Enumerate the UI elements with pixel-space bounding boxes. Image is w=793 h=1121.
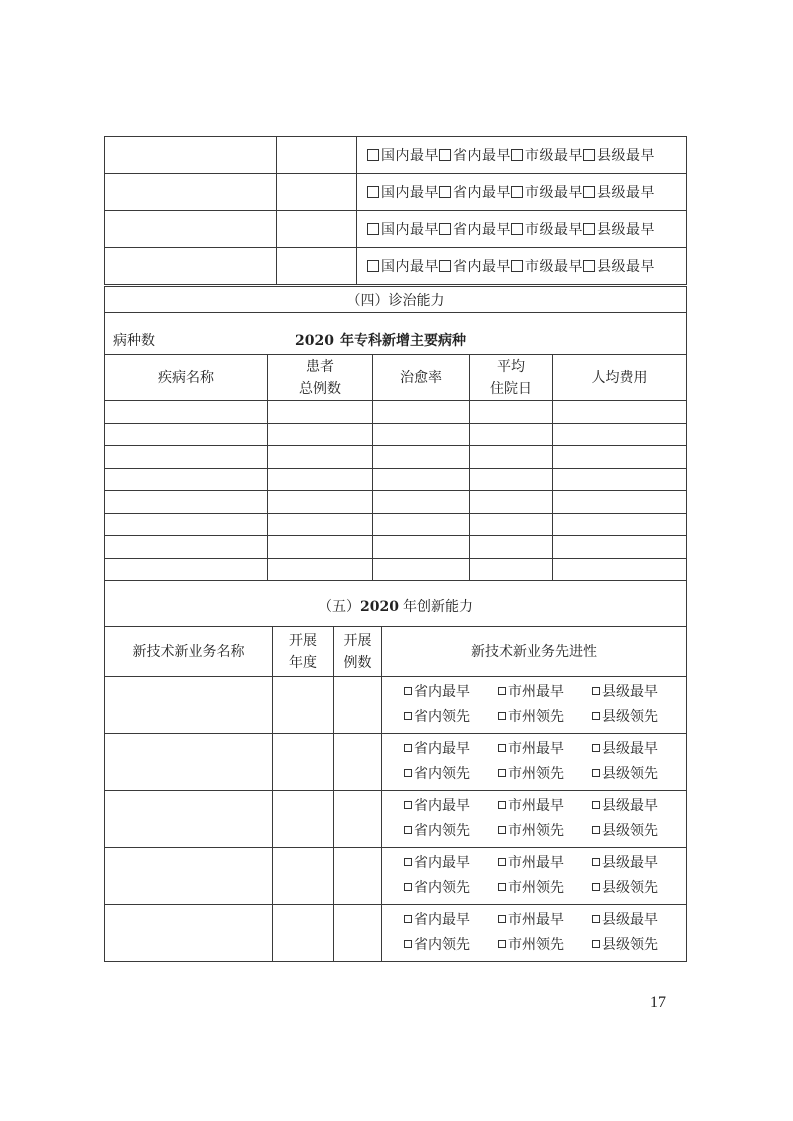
disease-cell[interactable] [105,423,268,446]
disease-row [105,513,687,536]
advancement-option-label: 县级最早 [602,684,658,700]
ranking-option-label: 市级最早 [525,185,583,201]
innovation-cell[interactable] [334,791,382,848]
advancement-line [404,762,686,787]
disease-cell[interactable] [553,513,687,536]
advancement-option [498,908,592,933]
checkbox-icon[interactable] [498,940,506,948]
new-disease-year: 2020 [295,333,334,349]
ranking-option-label: 县级最早 [597,148,655,164]
section4-title: （四）诊治能力 [105,287,687,313]
disease-cell[interactable] [105,446,268,469]
advancement-option-label: 省内最早 [414,684,470,700]
section5-title-suffix: 年创新能力 [403,599,473,615]
checkbox-icon[interactable] [592,712,600,720]
checkbox-icon[interactable] [404,826,412,834]
checkbox-icon[interactable] [592,744,600,752]
col-year-l1: 开展 [289,632,317,649]
ranking-option-label: 省内最早 [453,222,511,238]
checkbox-icon[interactable] [583,186,595,198]
disease-cell[interactable] [470,401,553,424]
disease-cell[interactable] [553,491,687,514]
innovation-cell[interactable] [334,848,382,905]
checkbox-icon[interactable] [511,186,523,198]
advancement-option-label: 市州最早 [508,684,564,700]
disease-cell[interactable] [105,536,268,559]
checkbox-icon[interactable] [404,769,412,777]
disease-row [105,536,687,559]
checkbox-icon[interactable] [367,149,379,161]
checkbox-icon[interactable] [498,883,506,891]
advancement-option-label: 市州最早 [508,855,564,871]
col-year-l2: 年度 [289,654,317,671]
innovation-cell[interactable] [273,734,334,791]
checkbox-icon[interactable] [498,712,506,720]
advancement-option [592,794,658,819]
checkbox-icon[interactable] [404,858,412,866]
advancement-option [592,933,658,958]
advancement-options [382,848,687,905]
advancement-option [404,933,498,958]
checkbox-icon[interactable] [592,858,600,866]
checkbox-icon[interactable] [404,915,412,923]
checkbox-icon[interactable] [498,826,506,834]
disease-cell[interactable] [553,401,687,424]
advancement-option [592,876,658,901]
checkbox-icon[interactable] [511,223,523,235]
col-avg-stay [470,355,553,401]
checkbox-icon[interactable] [592,940,600,948]
advancement-line [404,680,686,705]
advancement-option-label: 县级最早 [602,855,658,871]
advancement-option [498,794,592,819]
advancement-option-label: 县级领先 [602,880,658,896]
col-patients-l2: 总例数 [299,380,341,397]
disease-count-row [105,313,687,355]
advancement-option [498,819,592,844]
checkbox-icon[interactable] [367,260,379,272]
advancement-option [404,908,498,933]
innovation-cell[interactable] [105,677,273,734]
checkbox-icon[interactable] [498,915,506,923]
advancement-option [592,680,658,705]
ranking-option-label: 市级最早 [525,222,583,238]
disease-cell[interactable] [268,468,373,491]
ranking-row [105,137,687,174]
advancement-option-label: 市州领先 [508,823,564,839]
disease-cell[interactable] [470,536,553,559]
innovation-table [104,580,687,962]
ranking-name-cell[interactable] [105,248,277,285]
checkbox-icon[interactable] [498,744,506,752]
ranking-row [105,248,687,285]
innovation-row [105,734,687,791]
ranking-option-label: 县级最早 [597,185,655,201]
innovation-cell[interactable] [105,734,273,791]
col-stay-l1: 平均 [497,358,525,375]
checkbox-icon[interactable] [592,915,600,923]
checkbox-icon[interactable] [583,223,595,235]
disease-cell[interactable] [268,446,373,469]
advancement-option [404,705,498,730]
advancement-line [404,851,686,876]
ranking-row [105,174,687,211]
checkbox-icon[interactable] [498,687,506,695]
ranking-option-label: 国内最早 [381,185,439,201]
advancement-option [498,851,592,876]
disease-count-label: 病种数 [113,333,155,349]
col-case-count [334,627,382,677]
disease-cell[interactable] [373,491,470,514]
disease-cell[interactable] [268,558,373,581]
advancement-option [404,819,498,844]
disease-cell[interactable] [470,468,553,491]
advancement-line [404,933,686,958]
checkbox-icon[interactable] [583,149,595,161]
page-number: 17 [650,994,666,1011]
innovation-cell[interactable] [334,734,382,791]
advancement-option [592,737,658,762]
advancement-line [404,705,686,730]
disease-cell[interactable] [470,423,553,446]
ranking-option-label: 省内最早 [453,148,511,164]
col-tech-name: 新技术新业务名称 [105,627,273,677]
advancement-option-label: 市州领先 [508,709,564,725]
advancement-options [382,791,687,848]
checkbox-icon[interactable] [592,883,600,891]
ranking-option-label: 市级最早 [525,259,583,275]
disease-cell[interactable] [470,446,553,469]
disease-cell[interactable] [268,401,373,424]
disease-cell[interactable] [105,401,268,424]
checkbox-icon[interactable] [404,712,412,720]
innovation-cell[interactable] [273,848,334,905]
diagnosis-table [104,286,687,581]
innovation-cell[interactable] [273,677,334,734]
col-disease-name: 疾病名称 [105,355,268,401]
checkbox-icon[interactable] [498,801,506,809]
advancement-option [404,737,498,762]
innovation-cell[interactable] [105,848,273,905]
innovation-cell[interactable] [273,905,334,962]
advancement-options [382,677,687,734]
disease-cell[interactable] [373,446,470,469]
advancement-option [404,680,498,705]
disease-cell[interactable] [373,468,470,491]
advancement-option-label: 县级领先 [602,709,658,725]
checkbox-icon[interactable] [404,940,412,948]
disease-cell[interactable] [268,536,373,559]
ranking-name-cell[interactable] [105,137,277,174]
disease-cell[interactable] [553,536,687,559]
ranking-options [357,174,687,211]
advancement-option-label: 市州领先 [508,937,564,953]
col-cure-rate: 治愈率 [373,355,470,401]
advancement-option [592,851,658,876]
advancement-option-label: 市州最早 [508,912,564,928]
ranking-row [105,211,687,248]
disease-cell[interactable] [105,558,268,581]
checkbox-icon[interactable] [592,801,600,809]
advancement-option [592,908,658,933]
advancement-option-label: 省内领先 [414,937,470,953]
advancement-option-label: 县级最早 [602,912,658,928]
ranking-option-label: 省内最早 [453,259,511,275]
innovation-cell[interactable] [105,905,273,962]
checkbox-icon[interactable] [583,260,595,272]
checkbox-icon[interactable] [592,769,600,777]
ranking-table [104,136,687,285]
advancement-option-label: 省内最早 [414,855,470,871]
advancement-option [404,794,498,819]
disease-row [105,491,687,514]
ranking-option-label: 省内最早 [453,185,511,201]
ranking-option-label: 县级最早 [597,222,655,238]
section5-title [105,581,687,627]
advancement-option [498,876,592,901]
advancement-line [404,908,686,933]
advancement-option [592,705,658,730]
advancement-line [404,737,686,762]
ranking-value-cell[interactable] [277,248,357,285]
advancement-options [382,905,687,962]
ranking-option-label: 国内最早 [381,222,439,238]
disease-cell[interactable] [470,558,553,581]
section5-title-year: 2020 [360,599,399,615]
advancement-option [404,876,498,901]
ranking-value-cell[interactable] [277,174,357,211]
disease-cell[interactable] [268,491,373,514]
advancement-line [404,819,686,844]
disease-cell[interactable] [105,491,268,514]
advancement-option-label: 省内领先 [414,709,470,725]
advancement-option [592,819,658,844]
col-start-year [273,627,334,677]
disease-cell[interactable] [268,513,373,536]
col-patients-l1: 患者 [306,358,334,375]
disease-cell[interactable] [553,558,687,581]
disease-cell[interactable] [470,513,553,536]
disease-row [105,423,687,446]
advancement-option-label: 市州领先 [508,766,564,782]
col-cases-l1: 开展 [343,632,372,649]
disease-cell[interactable] [268,423,373,446]
ranking-option-label: 县级最早 [597,259,655,275]
checkbox-icon[interactable] [404,883,412,891]
advancement-option [498,680,592,705]
disease-cell[interactable] [553,423,687,446]
innovation-row [105,848,687,905]
ranking-option-label: 国内最早 [381,148,439,164]
checkbox-icon[interactable] [439,223,451,235]
disease-cell[interactable] [470,491,553,514]
checkbox-icon[interactable] [592,687,600,695]
advancement-option-label: 省内领先 [414,880,470,896]
advancement-option-label: 县级领先 [602,937,658,953]
advancement-option [498,705,592,730]
advancement-line [404,876,686,901]
advancement-option [498,762,592,787]
innovation-row [105,677,687,734]
disease-cell[interactable] [373,401,470,424]
advancement-option-label: 市州最早 [508,741,564,757]
advancement-option [404,762,498,787]
ranking-options [357,248,687,285]
disease-cell[interactable] [373,558,470,581]
checkbox-icon[interactable] [439,260,451,272]
advancement-option-label: 省内最早 [414,912,470,928]
innovation-cell[interactable] [273,791,334,848]
col-patients [268,355,373,401]
checkbox-icon[interactable] [511,149,523,161]
innovation-cell[interactable] [334,677,382,734]
ranking-name-cell[interactable] [105,211,277,248]
disease-cell[interactable] [105,468,268,491]
advancement-option-label: 省内最早 [414,798,470,814]
disease-cell[interactable] [373,423,470,446]
ranking-option-label: 市级最早 [525,148,583,164]
advancement-option-label: 市州最早 [508,798,564,814]
checkbox-icon[interactable] [498,769,506,777]
checkbox-icon[interactable] [511,260,523,272]
advancement-option-label: 省内最早 [414,741,470,757]
checkbox-icon[interactable] [439,186,451,198]
ranking-value-cell[interactable] [277,211,357,248]
disease-row [105,468,687,491]
advancement-line [404,794,686,819]
col-cost: 人均费用 [553,355,687,401]
disease-cell[interactable] [105,513,268,536]
innovation-cell[interactable] [105,791,273,848]
disease-row [105,401,687,424]
advancement-option-label: 县级最早 [602,741,658,757]
disease-cell[interactable] [373,513,470,536]
advancement-option [498,737,592,762]
disease-row [105,558,687,581]
checkbox-icon[interactable] [367,223,379,235]
checkbox-icon[interactable] [404,744,412,752]
advancement-option-label: 县级最早 [602,798,658,814]
disease-row [105,446,687,469]
disease-cell[interactable] [553,446,687,469]
checkbox-icon[interactable] [592,826,600,834]
advancement-option-label: 县级领先 [602,823,658,839]
disease-cell[interactable] [373,536,470,559]
ranking-value-cell[interactable] [277,137,357,174]
advancement-option [498,933,592,958]
innovation-cell[interactable] [334,905,382,962]
checkbox-icon[interactable] [367,186,379,198]
advancement-option-label: 省内领先 [414,823,470,839]
innovation-row [105,791,687,848]
checkbox-icon[interactable] [498,858,506,866]
checkbox-icon[interactable] [404,801,412,809]
advancement-option-label: 县级领先 [602,766,658,782]
col-advancement: 新技术新业务先进性 [382,627,687,677]
new-disease-label: 年专科新增主要病种 [339,333,466,349]
advancement-options [382,734,687,791]
advancement-option [404,851,498,876]
innovation-row [105,905,687,962]
advancement-option-label: 省内领先 [414,766,470,782]
disease-cell[interactable] [553,468,687,491]
checkbox-icon[interactable] [439,149,451,161]
ranking-option-label: 国内最早 [381,259,439,275]
checkbox-icon[interactable] [404,687,412,695]
ranking-name-cell[interactable] [105,174,277,211]
ranking-options [357,137,687,174]
advancement-option [592,762,658,787]
col-cases-l2: 例数 [343,654,372,671]
advancement-option-label: 市州领先 [508,880,564,896]
col-stay-l2: 住院日 [490,380,532,397]
ranking-options [357,211,687,248]
section5-title-prefix: （五） [318,599,361,615]
